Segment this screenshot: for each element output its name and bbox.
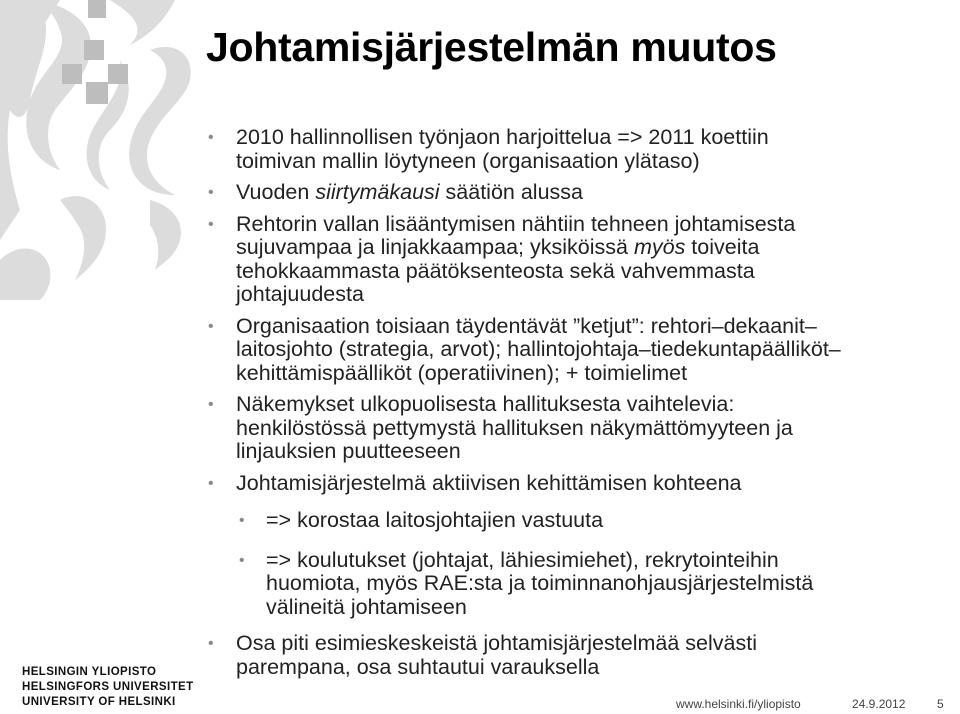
emphasis-text: siirtymäkausi bbox=[315, 180, 440, 204]
bullet-line: laitosjohto (strategia, arvot); hallintojohtaja–tiedekuntapäälliköt– bbox=[236, 337, 841, 361]
bullet-item bbox=[202, 181, 922, 205]
sub-bullet-line: • => koulutukset (johtajat, lähiesimiehet), rekrytointeihin bbox=[266, 547, 779, 572]
bullet-text: toiveita bbox=[685, 235, 760, 259]
bullet-line: linjauksien puutteeseen bbox=[236, 439, 461, 463]
bullet-item bbox=[202, 472, 922, 496]
sub-bullet-line: • => korostaa laitosjohtajien vastuuta bbox=[266, 508, 604, 532]
bullet-line: • Johtamisjärjestelmä aktiivisen kehittämisen kohteena bbox=[236, 470, 742, 495]
footer-date: 24.9.2012 bbox=[852, 697, 906, 711]
page-number: 5 bbox=[937, 697, 944, 711]
sub-bullet-item bbox=[202, 549, 922, 620]
bullet-line: • Näkemykset ulkopuolisesta hallituksesta vaihtelevia: bbox=[236, 392, 735, 416]
bullet-text: säätiön alussa bbox=[439, 180, 583, 204]
bullet-item bbox=[202, 126, 922, 173]
bullet-line: tehokkaammasta päätöksenteosta sekä vahvemmasta bbox=[236, 258, 755, 283]
bullet-line: • Organisaation toisiaan täydentävät ”ketjut”: rehtori–dekaanit– bbox=[236, 313, 817, 338]
university-name-en: UNIVERSITY OF HELSINKI bbox=[22, 696, 176, 708]
bullet-line: toimivan mallin löytyneen (organisaation ylätaso) bbox=[236, 148, 700, 173]
bullet-item bbox=[202, 393, 922, 464]
sub-bullet-line: välineitä johtamiseen bbox=[266, 594, 467, 619]
bullet-item bbox=[202, 632, 922, 679]
slide-content bbox=[202, 126, 922, 687]
bullet-line: • 2010 hallinnollisen työnjaon harjoittelua => 2011 koettiin bbox=[236, 125, 769, 149]
bullet-text: Vuoden bbox=[236, 180, 316, 204]
footer-url[interactable]: www.helsinki.fi/yliopisto bbox=[676, 697, 801, 711]
bullet-line: johtajuudesta bbox=[236, 282, 364, 306]
bullet-line: • Osa piti esimieskeskeistä johtamisjärjestelmää selvästi bbox=[236, 631, 757, 655]
university-name-fi: HELSINGIN YLIOPISTO bbox=[22, 666, 157, 678]
sub-bullet-line: huomiota, myös RAE:sta ja toiminnanohjausjärjestelmistä bbox=[266, 571, 814, 595]
university-name-sv: HELSINGFORS UNIVERSITET bbox=[22, 681, 194, 693]
sub-bullet-item bbox=[202, 509, 922, 533]
bullet-line: • Rehtorin vallan lisääntymisen nähtiin tehneen johtamisesta bbox=[236, 211, 796, 236]
bullet-item bbox=[202, 315, 922, 386]
bullet-text: sujuvampaa ja linjakkaampaa; yksiköissä bbox=[236, 235, 634, 259]
bullet-line: kehittämispäälliköt (operatiivinen); + toimielimet bbox=[236, 360, 688, 385]
bullet-line: henkilöstössä pettymystä hallituksen näkymättömyyteen ja bbox=[236, 415, 793, 440]
bullet-line bbox=[236, 236, 922, 260]
emphasis-text: myös bbox=[633, 235, 686, 259]
university-name-block bbox=[22, 665, 194, 710]
bullet-item bbox=[202, 213, 922, 307]
bullet-line: parempana, osa suhtautui varauksella bbox=[236, 654, 600, 679]
slide-title: Johtamisjärjestelmän muutos bbox=[206, 24, 777, 70]
university-flame-logo bbox=[0, 0, 200, 300]
